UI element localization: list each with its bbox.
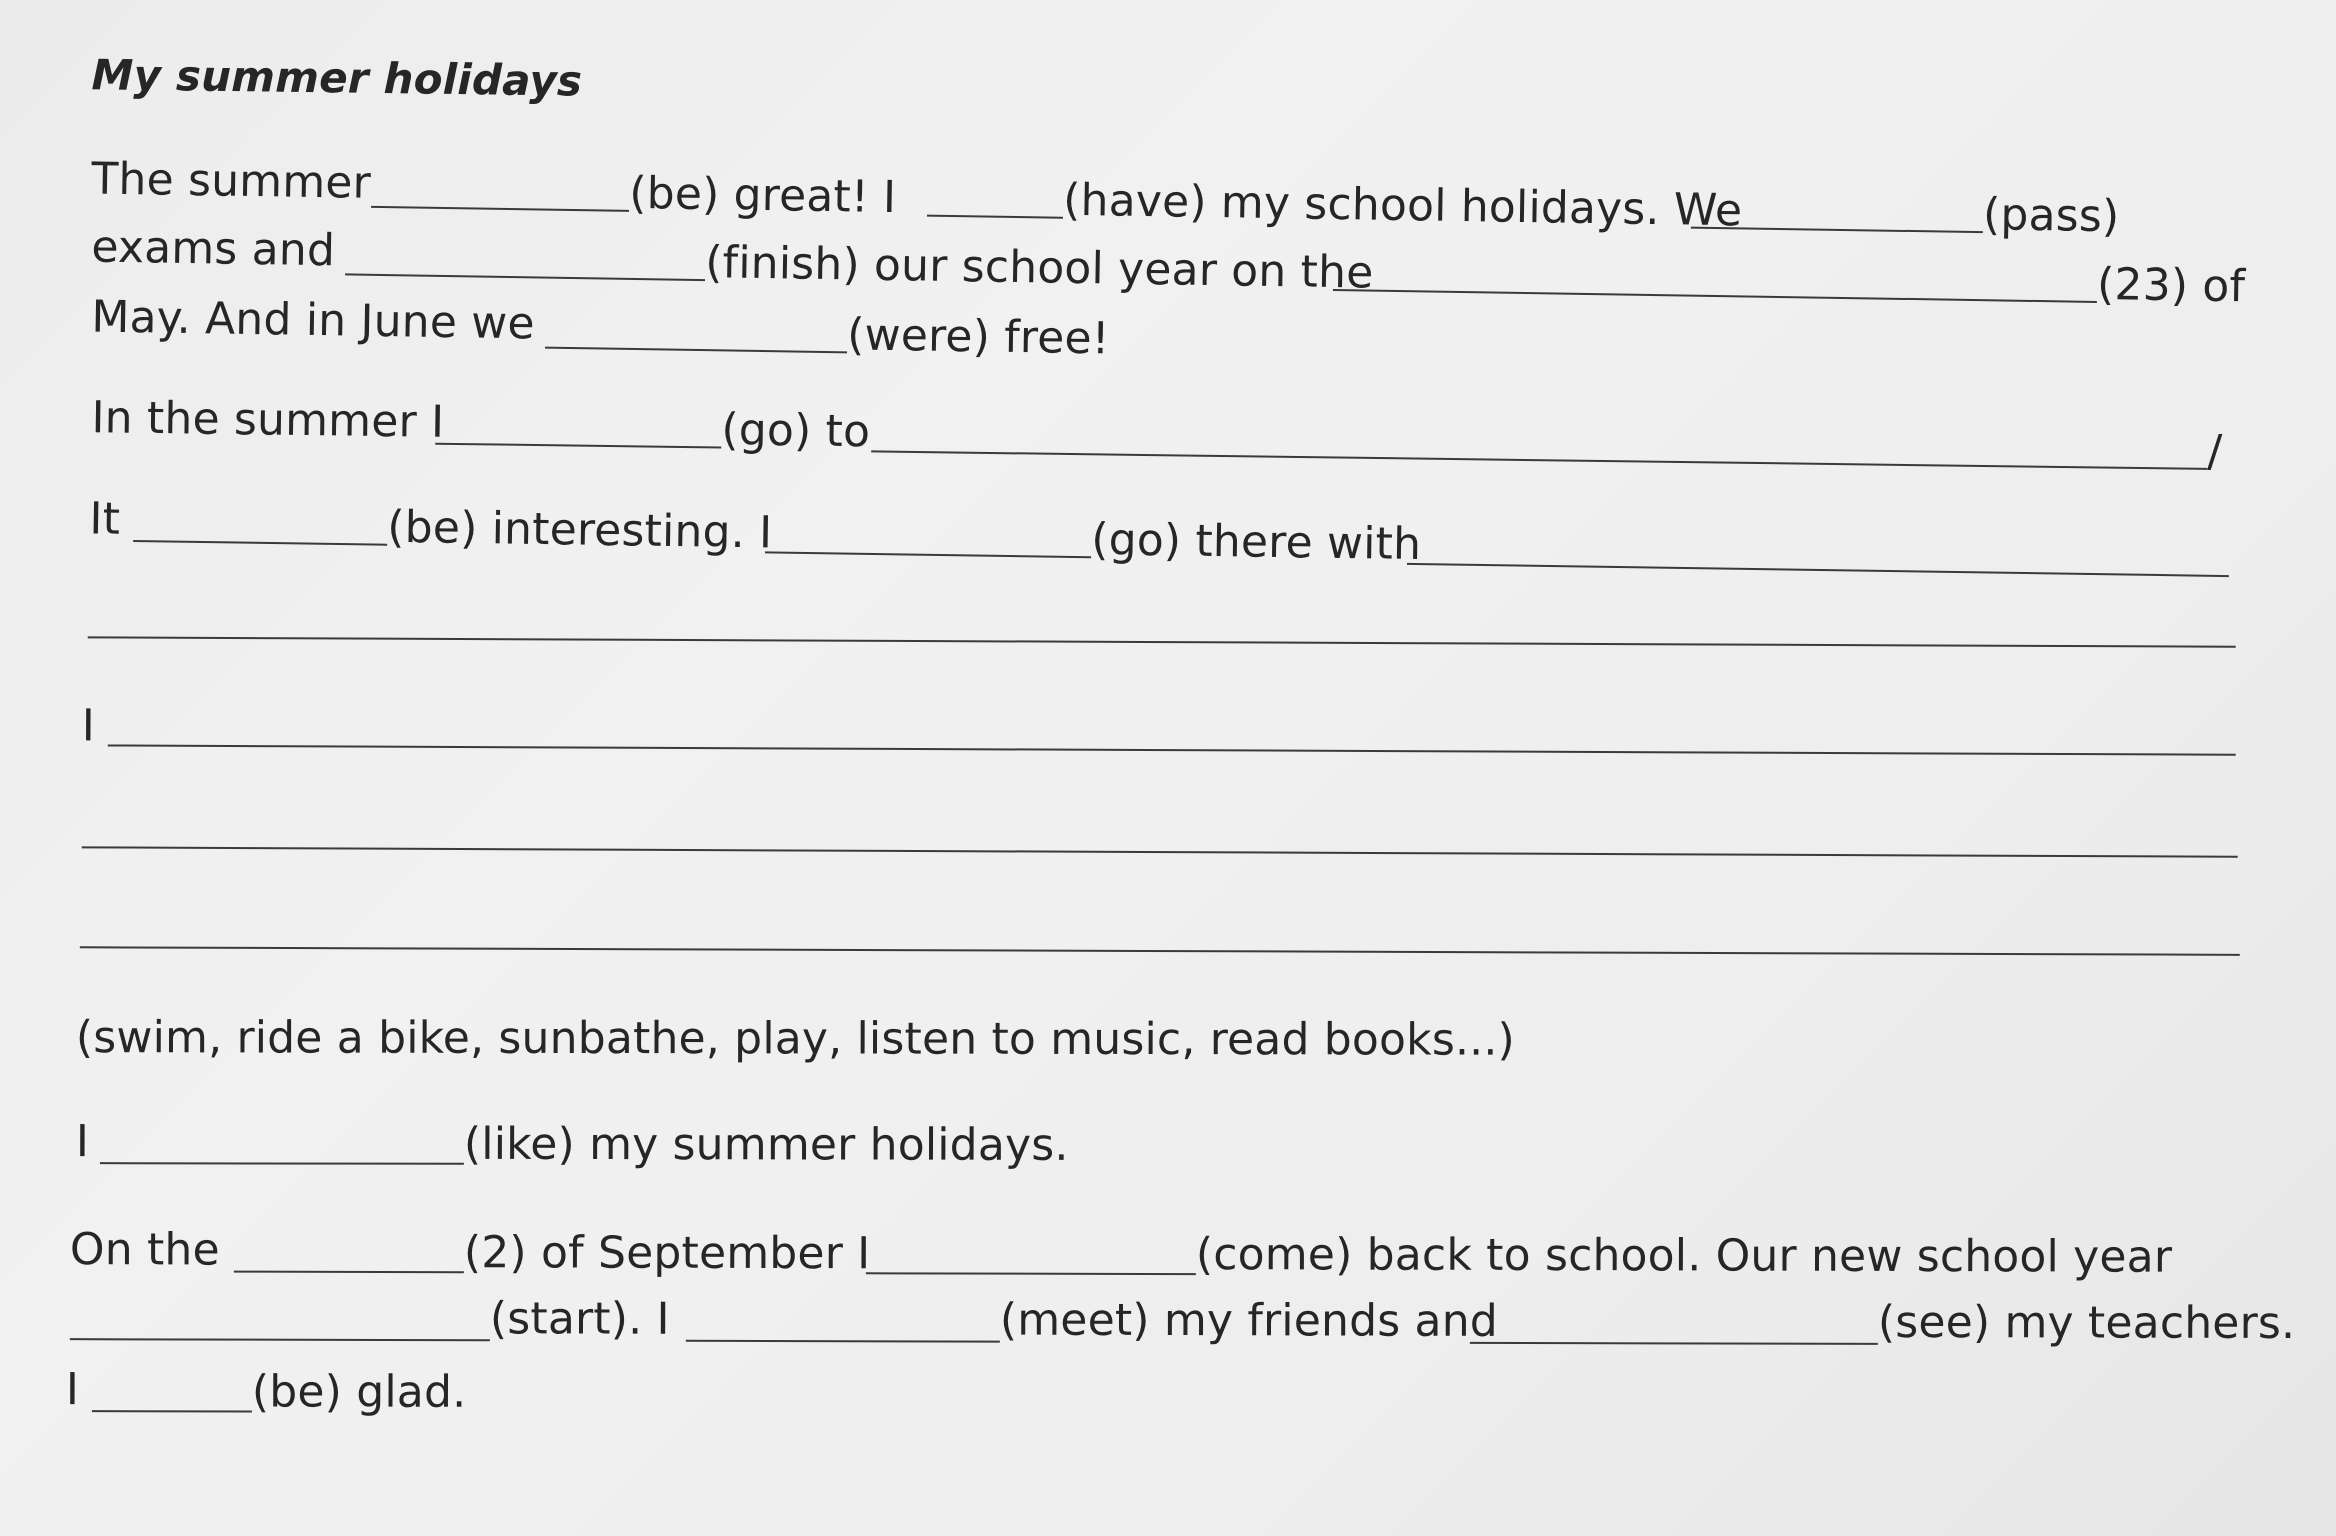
line13-text-c: (see) my teachers.	[1877, 1296, 2296, 1350]
answer-blank[interactable]	[765, 551, 1091, 558]
answer-blank[interactable]	[234, 1271, 464, 1274]
answer-blank[interactable]	[435, 443, 721, 449]
line12-text-a: On the	[69, 1224, 220, 1276]
line4-text-b: (go) to	[721, 404, 871, 458]
line4-text-a: In the summer I	[91, 392, 445, 448]
line1-text-c: (have) my school holidays. We	[1062, 174, 1743, 237]
line1-text-a: The summer	[91, 153, 372, 209]
answer-blank[interactable]	[371, 206, 629, 212]
line7-text-a: I	[81, 700, 96, 752]
answer-blank[interactable]	[92, 1410, 252, 1412]
answer-blank[interactable]	[345, 273, 705, 281]
sentence-line-14	[0, 1358, 2336, 1442]
worksheet-title: My summer holidays	[91, 50, 583, 106]
writing-line-8	[0, 790, 2336, 880]
answer-blank[interactable]	[1333, 289, 2097, 303]
writing-line-6	[0, 578, 2336, 668]
sentence-line-11	[0, 1110, 2336, 1194]
writing-line-7	[0, 694, 2336, 784]
line12-text-b: (2) of September I	[463, 1227, 871, 1280]
line3-text-a: May. And in June we	[91, 291, 536, 350]
line11-text-a: I	[75, 1116, 90, 1168]
answer-blank[interactable]	[88, 636, 2236, 647]
answer-blank[interactable]	[133, 540, 387, 546]
line2-text-c: (23) of	[2096, 258, 2246, 313]
answer-blank[interactable]	[70, 1338, 490, 1341]
answer-blank[interactable]	[686, 1340, 1000, 1343]
answer-blank[interactable]	[100, 1162, 464, 1165]
line11-text-b: (like) my summer holidays.	[463, 1118, 1069, 1171]
answer-blank[interactable]	[1470, 1342, 1878, 1345]
activities-hint: (swim, ride a bike, sunbathe, play, listen to music, read books...)	[75, 1012, 1515, 1066]
activities-line	[0, 1006, 2336, 1090]
answer-blank[interactable]	[866, 1272, 1196, 1275]
answer-blank[interactable]	[1407, 563, 2229, 577]
line2-text-b: (finish) our school year on the	[704, 237, 1374, 299]
answer-blank[interactable]	[80, 946, 2240, 956]
sentence-line-4	[0, 383, 2336, 494]
writing-line-9	[0, 890, 2336, 978]
line14-text-b: (be) glad.	[251, 1366, 467, 1418]
line5-text-c: (go) there with	[1090, 514, 1422, 571]
line4-slash: /	[2206, 425, 2223, 478]
answer-blank[interactable]	[108, 744, 2236, 755]
answer-blank[interactable]	[871, 450, 2207, 469]
line13-text-b: (meet) my friends and	[999, 1294, 1499, 1347]
line1-text-b: (be) great! I	[628, 167, 897, 224]
line2-text-a: exams and	[91, 221, 336, 277]
line12-text-c: (come) back to school. Our new school year	[1195, 1229, 2173, 1283]
answer-blank[interactable]	[545, 347, 847, 354]
line14-text-a: I	[65, 1364, 80, 1416]
line1-text-d: (pass)	[1982, 189, 2120, 243]
line5-text-b: (be) interesting. I	[387, 501, 773, 559]
title-line	[0, 40, 2336, 151]
line3-text-b: (were) free!	[846, 309, 1111, 365]
line13-text-a: (start). I	[489, 1293, 670, 1345]
line5-text-a: It	[89, 493, 121, 545]
answer-blank[interactable]	[927, 215, 1063, 219]
answer-blank[interactable]	[82, 846, 2238, 857]
sentence-line-13	[0, 1284, 2336, 1370]
